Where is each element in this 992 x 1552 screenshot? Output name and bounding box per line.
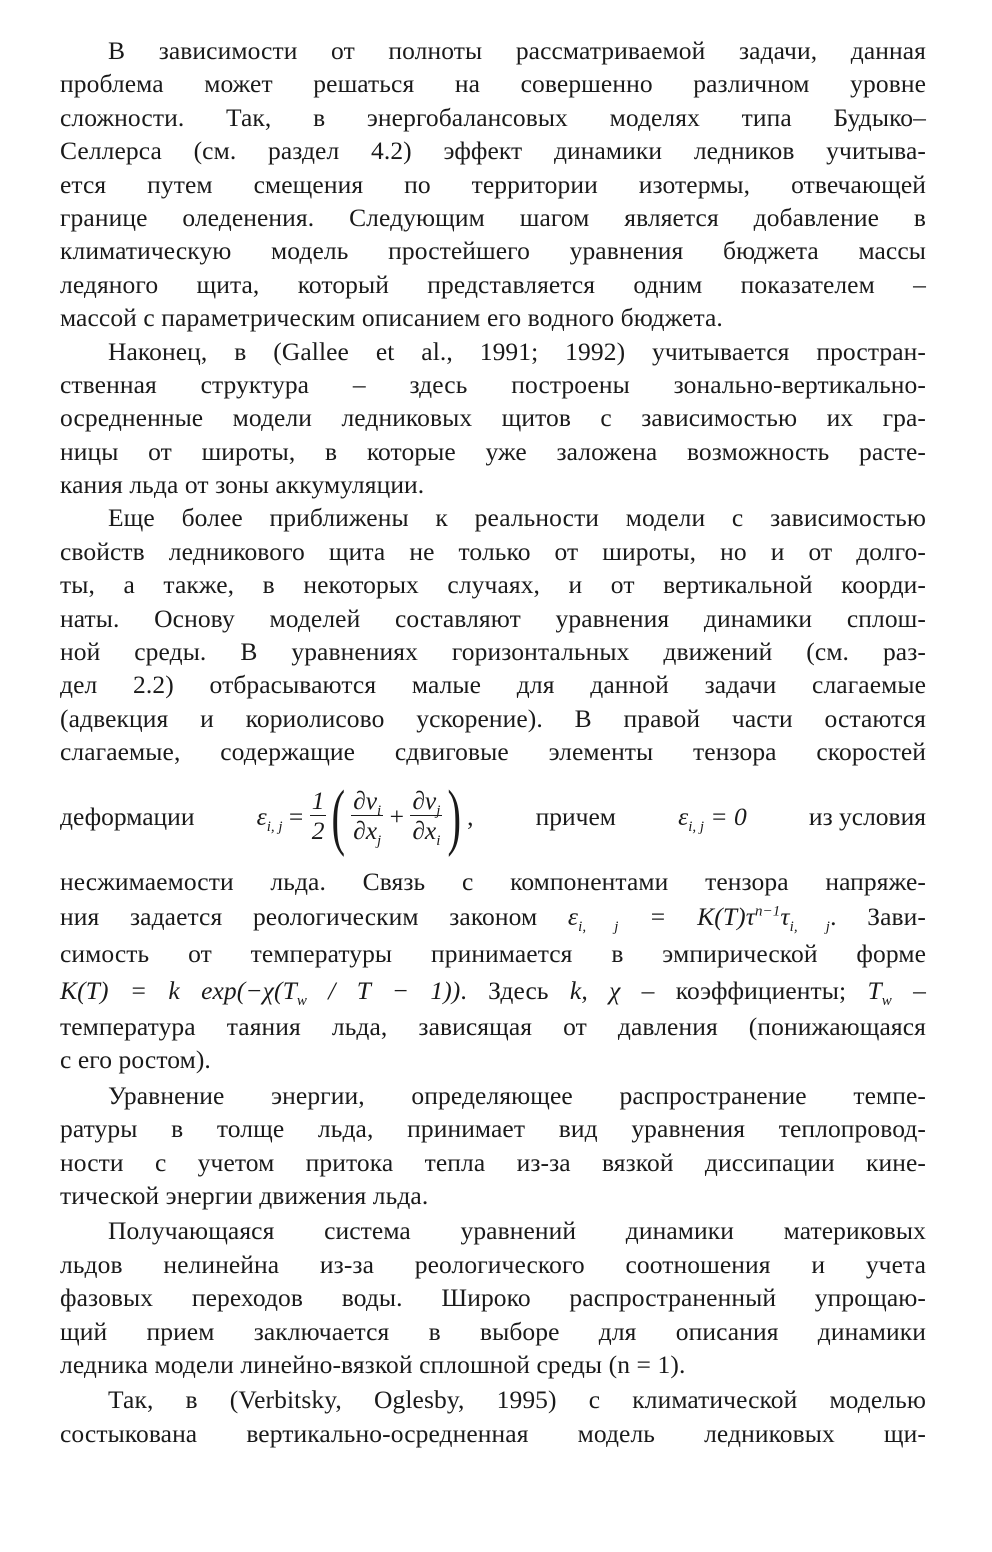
- here-text: . Здесь: [460, 975, 549, 1005]
- text-line: осредненные модели ледниковых щитов с зависимостью их гра-: [60, 403, 926, 433]
- melting-temp-symbol: $T_w$: [867, 975, 892, 1010]
- text-line: ницы от широты, в которые уже заложена возможность расте-: [60, 436, 926, 466]
- text-line: ности с учетом притока тепла из-за вязкой диссипации кине-: [60, 1147, 926, 1177]
- rheology-suffix: . Зави-: [830, 901, 926, 931]
- paragraph-2: [60, 335, 926, 502]
- text-line: фазовых переходов воды. Широко распространенный упрощаю-: [60, 1283, 926, 1313]
- paragraph-4: [60, 1079, 926, 1213]
- text-line: ной среды. В уравнениях горизонтальных движений (см. раз-: [60, 637, 926, 667]
- text-line: Наконец, в (Gallee et al., 1991; 1992) учитывается простран-: [108, 336, 926, 366]
- text-line: Уравнение энергии, определяющее распространение темпе-: [108, 1080, 926, 1110]
- text-line: ственная структура – здесь построены зонально-вертикально-: [60, 369, 926, 399]
- text-line: состыкована вертикально-осредненная модель ледниковых щи-: [60, 1418, 926, 1448]
- text-line: несжимаемости льда. Связь с компонентами тензора напряже-: [60, 866, 926, 896]
- text-line: свойств ледникового щита не только от широты, но и от долго-: [60, 536, 926, 566]
- text-line: дел 2.2) отбрасываются малые для данной задачи слагаемые: [60, 670, 926, 700]
- text-line: ты, а также, в некоторых случаях, и от вертикальной коорди-: [60, 570, 926, 600]
- paragraph-3: [60, 501, 926, 1076]
- text-line: сложности. Так, в энергобалансовых моделях типа Будыко–: [60, 102, 926, 132]
- text-line: (адвекция и кориолисово ускорение). В правой части остаются: [60, 703, 926, 733]
- paragraph-5: [60, 1214, 926, 1381]
- temperature-formula: K(T) = k $\exp(-\chi(T_w / T - 1))$: [60, 975, 461, 1010]
- text-line: наты. Основу моделей составляют уравнения динамики сплош-: [60, 603, 926, 633]
- paragraph-1: [60, 34, 926, 335]
- text-line: Так, в (Verbitsky, Oglesby, 1995) с климатической моделью: [108, 1385, 926, 1415]
- text-line: тической энергии движения льда.: [60, 1180, 429, 1210]
- text-line: проблема может решаться на совершенно различном уровне: [60, 69, 926, 99]
- text-line-temperature: K(T) = k $\exp(-\chi(T_w / T - 1))$. Здесь k, χ – коэффициенты; $T_w$ –: [60, 975, 926, 1010]
- text-line: Селлерса (см. раздел 4.2) эффект динамики ледников учитыва-: [60, 136, 926, 166]
- document-page: [60, 34, 926, 1450]
- text-line: границе оледенения. Следующим шагом является добавление в: [60, 202, 926, 232]
- strain-zero-formula: $\varepsilon_{i, j} = 0$: [678, 801, 747, 835]
- text-line: массой с параметрическим описанием его водного бюджета.: [60, 303, 723, 333]
- rheology-text: ния задается реологическим законом: [60, 901, 538, 931]
- equation-mid: причем: [535, 801, 616, 831]
- equation-suffix: из условия: [808, 801, 926, 831]
- text-line: температура таяния льда, зависящая от давления (понижающаяся: [60, 1011, 926, 1041]
- coefficients-symbols: k, χ: [569, 975, 621, 1005]
- text-line: ледяного щита, который представляется одним показателем –: [60, 269, 926, 299]
- text-line-rheology: [60, 898, 926, 936]
- equation-prefix: деформации: [60, 801, 195, 831]
- text-line: слагаемые, содержащие сдвиговые элементы тензора скоростей: [60, 737, 926, 767]
- text-line: ется путем смещения по территории изотермы, отвечающей: [60, 169, 926, 199]
- text-line: климатическую модель простейшего уравнения бюджета массы: [60, 236, 926, 266]
- coefficients-text: – коэффициенты;: [641, 975, 847, 1005]
- text-line: ледника модели линейно-вязкой сплошной среды (n = 1).: [60, 1349, 686, 1379]
- text-line: льдов нелинейна из-за реологического соотношения и учета: [60, 1249, 926, 1279]
- text-line: симость от температуры принимается в эмпирической форме: [60, 938, 926, 968]
- text-line: кания льда от зоны аккумуляции.: [60, 470, 425, 500]
- text-line: с его ростом).: [60, 1045, 211, 1075]
- strain-rate-formula: $\varepsilon_{i, j}$ = $\frac{1}{2}$ ( $\frac{\partial v_i}{\partial x_j}$ + $\frac{\partial v_j}{\partial x_i}$ ) ,: [256, 775, 474, 858]
- text-line: В зависимости от полноты рассматриваемой задачи, данная: [108, 36, 926, 65]
- equation-line-strain: [60, 769, 926, 865]
- text-line: щий прием заключается в выборе для описания динамики: [60, 1316, 926, 1346]
- text-line: ратуры в толще льда, принимает вид уравнения теплопровод-: [60, 1114, 926, 1144]
- text-line: Получающаяся система уравнений динамики материковых: [108, 1216, 926, 1246]
- text-line: Еще более приближены к реальности модели с зависимостью: [108, 503, 926, 533]
- paragraph-6: [60, 1383, 926, 1450]
- rheology-formula: $\varepsilon_{i, j} = K(T)\tau^{n-1}\tau_{i, j}$: [567, 901, 831, 936]
